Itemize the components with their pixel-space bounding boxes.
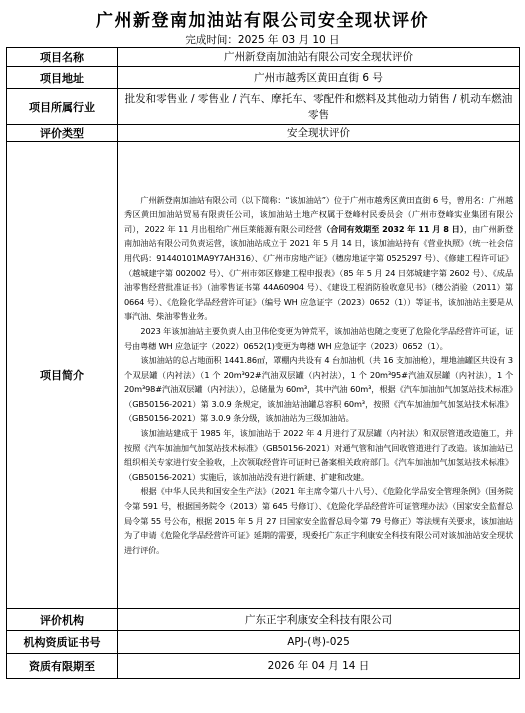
label-validity: 资质有限期至 [7, 654, 118, 679]
completion-date: 完成时间：2025 年 03 月 10 日 [185, 34, 340, 46]
row-project-name [7, 48, 520, 67]
intro-p1-part-a: 广州新登南加油站有限公司（以下简称：“该加油站”）位于广州市越秀区黄田直街 6 号，曾用名：广州越秀区黄田加油站贸易有限责任公司，该加油站土地产权属于登峰村民委员会（广州市登峰实业集团有限公司），2022 年 11 月出租给广州巨莱能源有限公司经营 [124, 194, 513, 234]
row-project-address [7, 67, 520, 89]
label-agency: 评价机构 [7, 609, 118, 631]
value-eval-type: 安全现状评价 [118, 125, 520, 142]
row-cert-no [7, 631, 520, 654]
intro-paragraph-1 [124, 193, 513, 324]
row-intro [7, 142, 520, 609]
document-title: 广州新登南加油站有限公司安全现状评价 [96, 11, 429, 31]
label-eval-type: 评价类型 [7, 125, 118, 142]
intro-paragraph-3: 该加油站的总占地面积 1441.86㎡，罩棚内共设有 4 台加油机（共 16 支加油枪），埋地油罐区共设有 3 个双层罐（内衬法）（1 个 20m³92#汽油双层罐（内衬法），1 个 20m³95#汽油双层罐（内衬法），1 个 20m³98#汽油双层罐（内衬法）），总储量为 60m³，其中汽油 60m³，根据《汽车加油加气加氢站技术标准》（GB50156-2021）第 3.0.9 条规定，该加油站油罐总容积 60m³，按照《汽车加油加气加氢站技术标准》（GB50156-2021）第 3.0.9 条分级，该加油站为三级加油站。 [124, 355, 513, 424]
intro-paragraph-4: 该加油站建成于 1985 年，该加油站于 2022 年 4 月进行了双层罐（内衬法）和双层管道改造施工，并按照《汽车加油加气加氢站技术标准》（GB50156-2021）对通气管和油气回收管道进行了改造。该加油站已组织相关专家进行安全验收，上次领取经营许可证时已备案相关政府部门。《汽车加油加气加氢站技术标准》（GB50156-2021）实施后，该加油站没有进行新建、扩建和改建。 [124, 428, 513, 482]
label-project-address: 项目地址 [7, 67, 118, 89]
label-industry: 项目所属行业 [7, 89, 118, 125]
value-project-address: 广州市越秀区黄田直街 6 号 [118, 67, 520, 89]
row-eval-type [7, 125, 520, 142]
contract-validity-highlight: （合同有效期至 2032 年 11 月 8 日） [321, 223, 464, 234]
intro-paragraph-2: 2023 年该加油站主要负责人由卫伟伦变更为钟荒平，该加油站也随之变更了危险化学品经营许可证，证号由粤穗 WH 应急证字（2022）0652(1)变更为粤穗 WH 应急证字（2023）0652（1）。 [124, 325, 513, 351]
row-industry [7, 89, 520, 125]
value-agency: 广东正宇利康安全科技有限公司 [118, 609, 520, 631]
intro-text [118, 142, 520, 609]
intro-paragraph-5: 根据《中华人民共和国安全生产法》（2021 年主席令第八十八号）、《危险化学品安全管理条例》（国务院令第 591 号，根据国务院令（2013）第 645 号修订）、《危险化学品经营许可证管理办法》（国家安全监督总局令第 55 号公布，根据 2015 年 5 月 27 日国家安全监督总局令第 79 号修正）等法规有关要求，该加油站为了申请《危险化学品经营许可证》延期的需要，现委托广东正宇利康安全科技有限公司对该加油站安全现状进行评价。 [124, 486, 513, 555]
value-industry: 批发和零售业 / 零售业 / 汽车、摩托车、零配件和燃料及其他动力销售 / 机动车燃油零售 [118, 89, 520, 125]
value-validity: 2026 年 04 月 14 日 [118, 654, 520, 679]
intro-p1-part-c: ，由广州新登南加油站有限公司负责运营，该加油站成立于 2021 年 5 月 14 日，该加油站持有《营业执照》（统一社会信用代码：91440101MA9Y7AH316）、《广州市房地产证》（穗房地证字第 0525297 号）、《修建工程许可证》（越城建字第 002002 号）、《广州市郊区修建工程申报表》（85 年 5 月 24 日郊城建字第 2602 号）、《成品油零售经营批准证书》（油零售证书第 44A60904 号）、《建设工程消防验收意见书》（穗公消验（2011）第 0664 号）、《危险化学品经营许可证》（编号 WH 应急证字（2023）0652（1））等证书，该加油站主要是从事汽油、柴油零售业务。 [124, 223, 513, 322]
value-cert-no: APJ-(粤)-025 [118, 631, 520, 654]
label-intro: 项目简介 [7, 142, 118, 609]
label-project-name: 项目名称 [7, 48, 118, 67]
label-cert-no: 机构资质证书号 [7, 631, 118, 654]
evaluation-info-table [6, 47, 520, 679]
row-agency [7, 609, 520, 631]
row-validity [7, 654, 520, 679]
value-project-name: 广州新登南加油站有限公司安全现状评价 [118, 48, 520, 67]
